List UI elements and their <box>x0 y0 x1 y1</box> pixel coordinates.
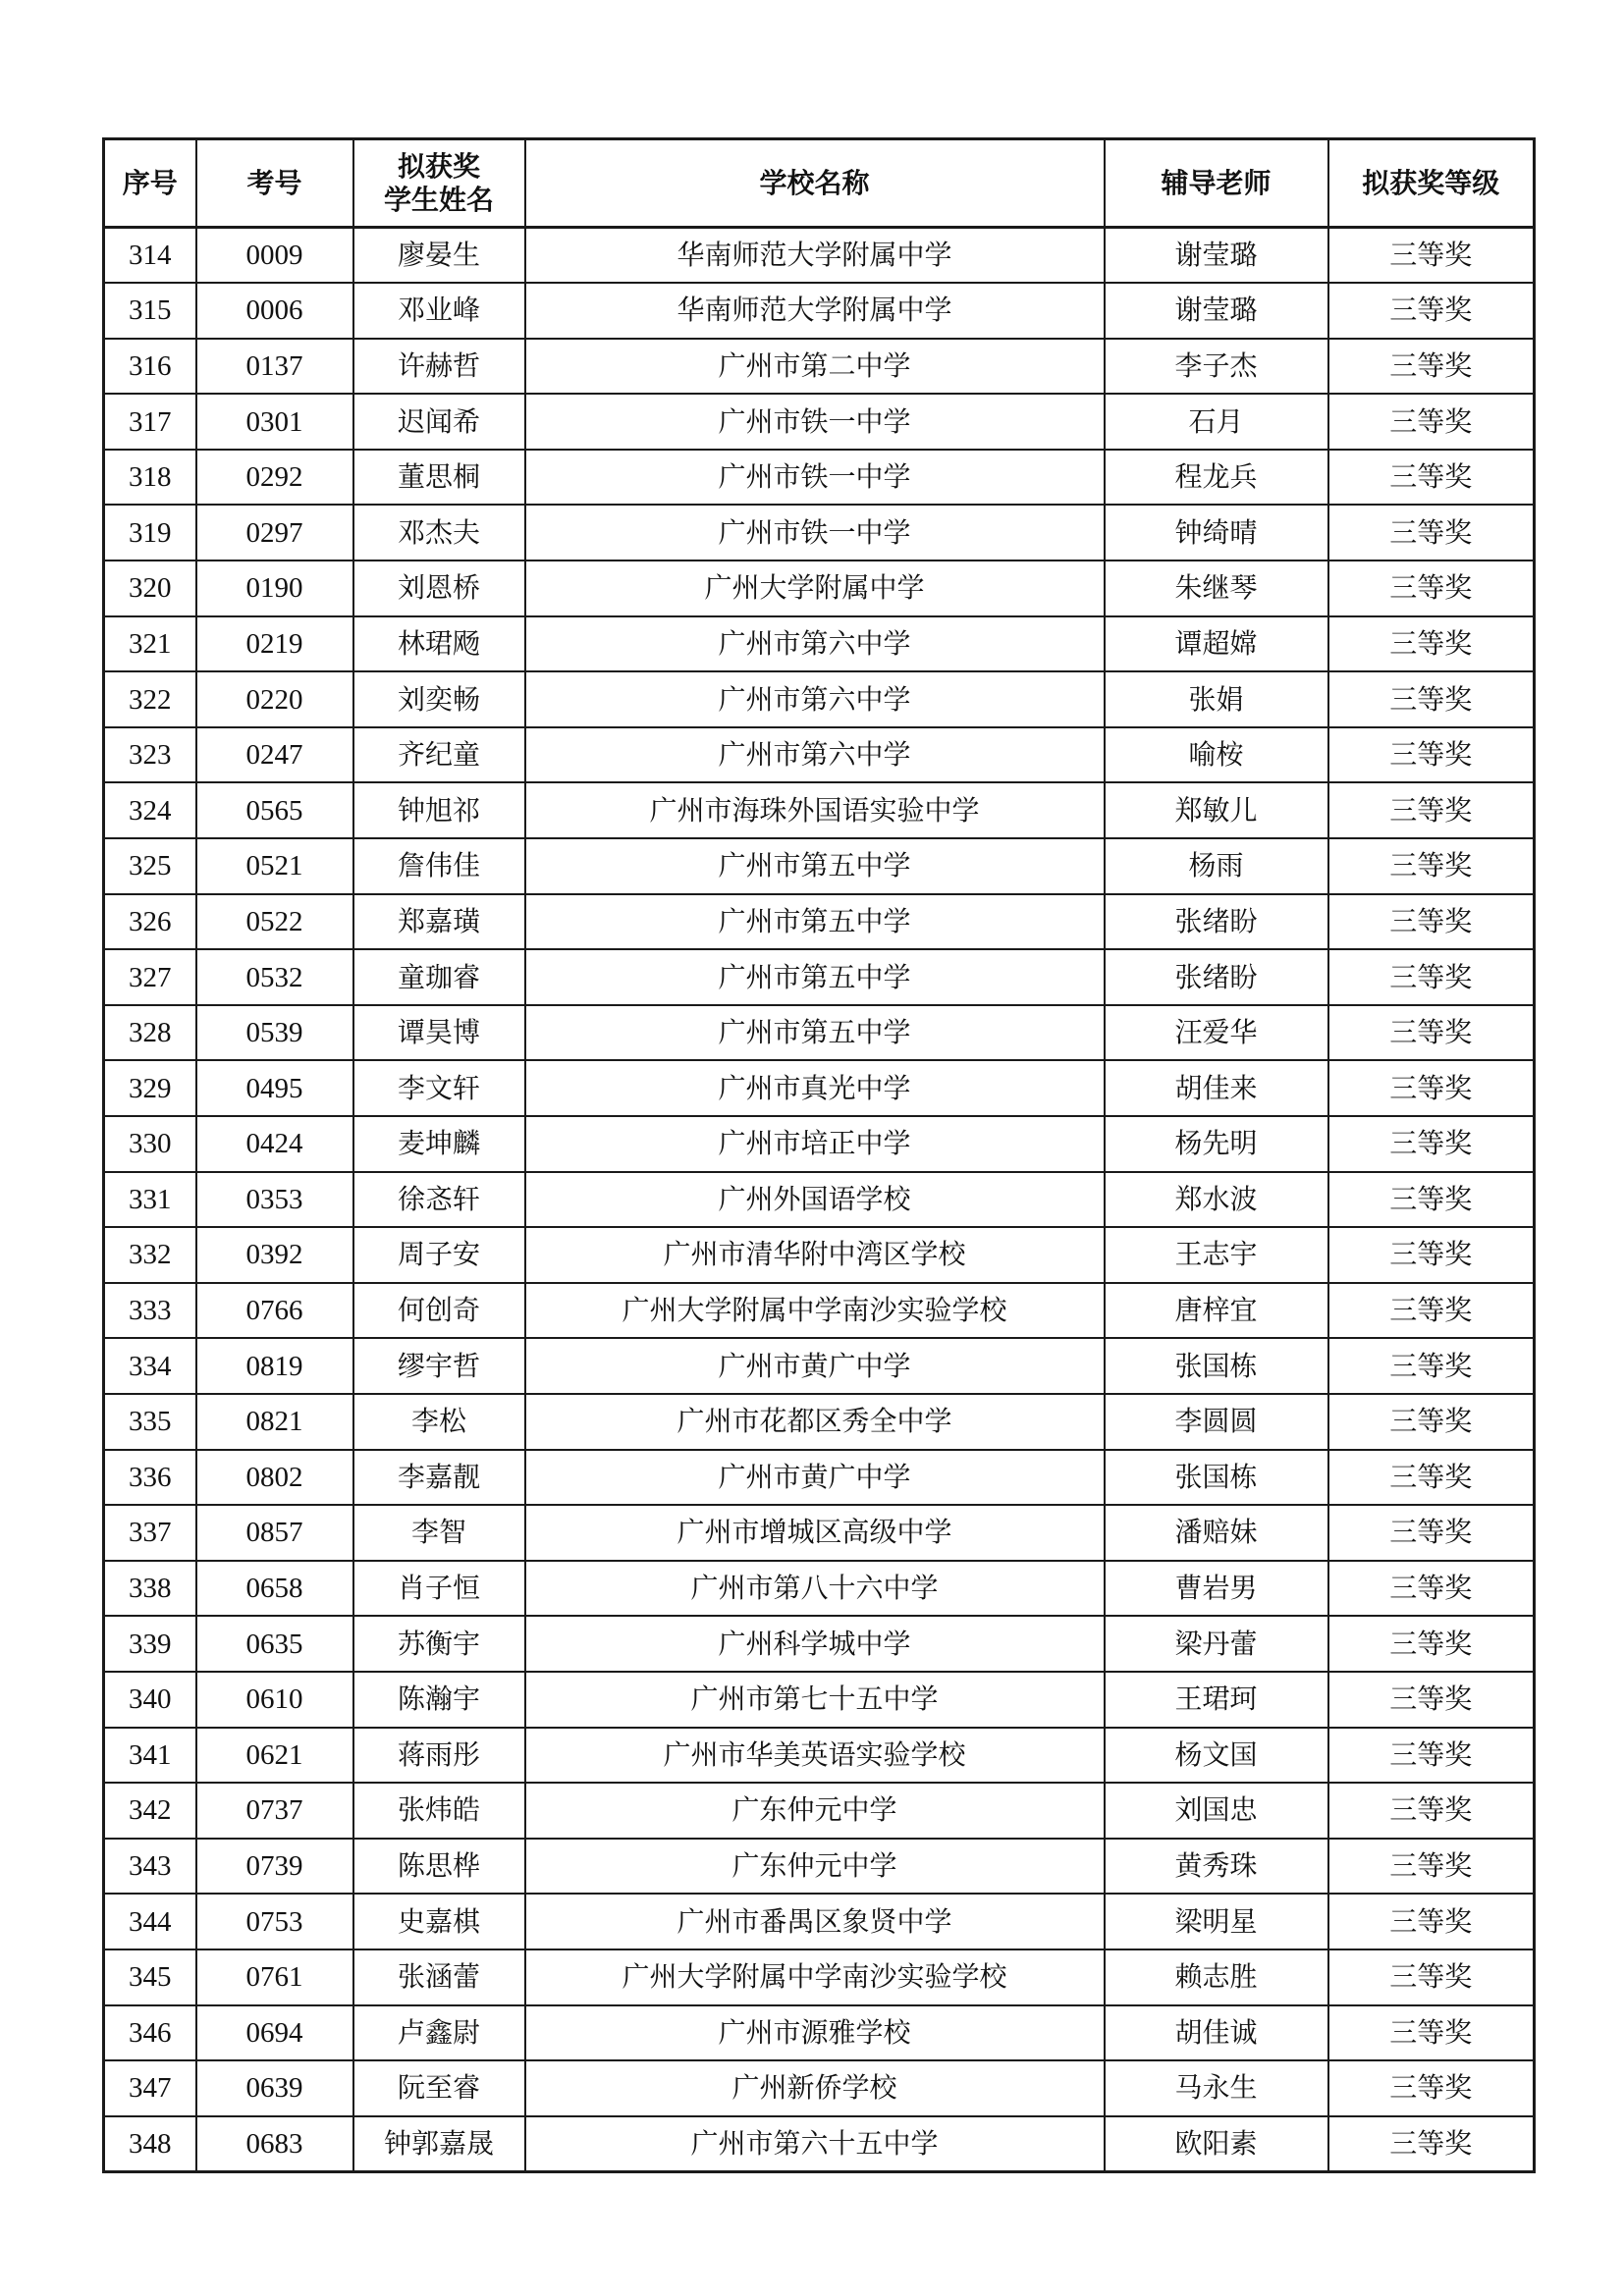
cell-exam-no: 0819 <box>196 1338 353 1394</box>
header-row <box>104 139 1535 228</box>
cell-index: 329 <box>104 1060 196 1116</box>
cell-school: 广州外国语学校 <box>525 1172 1105 1228</box>
cell-award-level: 三等奖 <box>1328 339 1535 395</box>
cell-exam-no: 0297 <box>196 505 353 561</box>
cell-student-name: 谭昊博 <box>353 1005 525 1061</box>
cell-teacher: 赖志胜 <box>1105 1949 1328 2005</box>
table-row <box>104 1450 1535 1506</box>
cell-award-level: 三等奖 <box>1328 2005 1535 2061</box>
cell-award-level: 三等奖 <box>1328 1338 1535 1394</box>
cell-school: 广州市第六中学 <box>525 671 1105 727</box>
cell-index: 326 <box>104 894 196 950</box>
cell-index: 322 <box>104 671 196 727</box>
cell-school: 广州市黄广中学 <box>525 1450 1105 1506</box>
cell-index: 345 <box>104 1949 196 2005</box>
cell-index: 327 <box>104 949 196 1005</box>
header-award-level: 拟获奖等级 <box>1328 139 1535 228</box>
cell-student-name: 肖子恒 <box>353 1561 525 1617</box>
cell-index: 318 <box>104 450 196 506</box>
cell-teacher: 张娟 <box>1105 671 1328 727</box>
cell-teacher: 张国栋 <box>1105 1450 1328 1506</box>
cell-index: 339 <box>104 1616 196 1672</box>
cell-teacher: 胡佳诚 <box>1105 2005 1328 2061</box>
cell-school: 华南师范大学附属中学 <box>525 228 1105 284</box>
cell-exam-no: 0392 <box>196 1227 353 1283</box>
cell-award-level: 三等奖 <box>1328 1839 1535 1895</box>
cell-student-name: 麦坤麟 <box>353 1116 525 1172</box>
cell-school: 广州市黄广中学 <box>525 1338 1105 1394</box>
table-row <box>104 1839 1535 1895</box>
cell-student-name: 张炜皓 <box>353 1783 525 1839</box>
cell-teacher: 梁丹蕾 <box>1105 1616 1328 1672</box>
cell-exam-no: 0639 <box>196 2060 353 2116</box>
cell-teacher: 刘国忠 <box>1105 1783 1328 1839</box>
header-school: 学校名称 <box>525 139 1105 228</box>
cell-award-level: 三等奖 <box>1328 1005 1535 1061</box>
cell-exam-no: 0009 <box>196 228 353 284</box>
cell-award-level: 三等奖 <box>1328 727 1535 783</box>
cell-student-name: 李文轩 <box>353 1060 525 1116</box>
cell-index: 319 <box>104 505 196 561</box>
cell-school: 广州大学附属中学 <box>525 561 1105 616</box>
cell-school: 华南师范大学附属中学 <box>525 283 1105 339</box>
cell-teacher: 黄秀珠 <box>1105 1839 1328 1895</box>
cell-exam-no: 0353 <box>196 1172 353 1228</box>
table-row <box>104 2005 1535 2061</box>
cell-teacher: 钟绮晴 <box>1105 505 1328 561</box>
cell-teacher: 王珺珂 <box>1105 1672 1328 1728</box>
table-row <box>104 1172 1535 1228</box>
cell-teacher: 汪爱华 <box>1105 1005 1328 1061</box>
cell-teacher: 杨先明 <box>1105 1116 1328 1172</box>
table-row <box>104 1616 1535 1672</box>
table-row <box>104 1394 1535 1450</box>
cell-exam-no: 0821 <box>196 1394 353 1450</box>
cell-student-name: 林珺飏 <box>353 616 525 672</box>
cell-award-level: 三等奖 <box>1328 1783 1535 1839</box>
cell-teacher: 朱继琴 <box>1105 561 1328 616</box>
cell-school: 广州市第五中学 <box>525 894 1105 950</box>
cell-exam-no: 0220 <box>196 671 353 727</box>
table-row <box>104 782 1535 838</box>
cell-student-name: 刘恩桥 <box>353 561 525 616</box>
cell-student-name: 董思桐 <box>353 450 525 506</box>
cell-award-level: 三等奖 <box>1328 1894 1535 1949</box>
cell-teacher: 谭超嫦 <box>1105 616 1328 672</box>
cell-award-level: 三等奖 <box>1328 1728 1535 1784</box>
cell-index: 335 <box>104 1394 196 1450</box>
table-row <box>104 727 1535 783</box>
table-row <box>104 450 1535 506</box>
cell-exam-no: 0610 <box>196 1672 353 1728</box>
cell-teacher: 李圆圆 <box>1105 1394 1328 1450</box>
cell-index: 343 <box>104 1839 196 1895</box>
cell-teacher: 梁明星 <box>1105 1894 1328 1949</box>
table-row <box>104 1728 1535 1784</box>
cell-student-name: 钟旭祁 <box>353 782 525 838</box>
cell-teacher: 郑水波 <box>1105 1172 1328 1228</box>
cell-exam-no: 0737 <box>196 1783 353 1839</box>
cell-award-level: 三等奖 <box>1328 1505 1535 1561</box>
cell-exam-no: 0802 <box>196 1450 353 1506</box>
cell-school: 广州市第五中学 <box>525 1005 1105 1061</box>
cell-index: 316 <box>104 339 196 395</box>
cell-award-level: 三等奖 <box>1328 671 1535 727</box>
cell-exam-no: 0521 <box>196 838 353 894</box>
table-row <box>104 1672 1535 1728</box>
cell-teacher: 胡佳来 <box>1105 1060 1328 1116</box>
cell-student-name: 陈思桦 <box>353 1839 525 1895</box>
header-student-name <box>353 139 525 228</box>
header-exam-no: 考号 <box>196 139 353 228</box>
cell-exam-no: 0137 <box>196 339 353 395</box>
cell-school: 广州大学附属中学南沙实验学校 <box>525 1949 1105 2005</box>
cell-school: 广州市第六十五中学 <box>525 2116 1105 2172</box>
table-row <box>104 228 1535 284</box>
cell-index: 337 <box>104 1505 196 1561</box>
cell-school: 广州市第六中学 <box>525 616 1105 672</box>
cell-teacher: 张绪盼 <box>1105 894 1328 950</box>
table-row <box>104 1060 1535 1116</box>
cell-award-level: 三等奖 <box>1328 838 1535 894</box>
cell-index: 323 <box>104 727 196 783</box>
cell-school: 广州市源雅学校 <box>525 2005 1105 2061</box>
cell-student-name: 郑嘉璜 <box>353 894 525 950</box>
cell-school: 广州市培正中学 <box>525 1116 1105 1172</box>
cell-student-name: 张涵蕾 <box>353 1949 525 2005</box>
cell-index: 334 <box>104 1338 196 1394</box>
table-row <box>104 1227 1535 1283</box>
header-index: 序号 <box>104 139 196 228</box>
cell-teacher: 张绪盼 <box>1105 949 1328 1005</box>
cell-student-name: 许赫哲 <box>353 339 525 395</box>
cell-student-name: 阮至睿 <box>353 2060 525 2116</box>
cell-teacher: 马永生 <box>1105 2060 1328 2116</box>
cell-school: 广州新侨学校 <box>525 2060 1105 2116</box>
cell-index: 347 <box>104 2060 196 2116</box>
cell-teacher: 谢莹璐 <box>1105 283 1328 339</box>
cell-index: 315 <box>104 283 196 339</box>
cell-exam-no: 0635 <box>196 1616 353 1672</box>
cell-student-name: 齐纪童 <box>353 727 525 783</box>
cell-teacher: 王志宇 <box>1105 1227 1328 1283</box>
cell-index: 328 <box>104 1005 196 1061</box>
cell-student-name: 苏衡宇 <box>353 1616 525 1672</box>
table-row <box>104 1783 1535 1839</box>
cell-teacher: 曹岩男 <box>1105 1561 1328 1617</box>
cell-exam-no: 0565 <box>196 782 353 838</box>
cell-index: 340 <box>104 1672 196 1728</box>
cell-teacher: 程龙兵 <box>1105 450 1328 506</box>
cell-student-name: 史嘉棋 <box>353 1894 525 1949</box>
cell-teacher: 欧阳素 <box>1105 2116 1328 2172</box>
table-row <box>104 1005 1535 1061</box>
table-row <box>104 1283 1535 1339</box>
cell-teacher: 张国栋 <box>1105 1338 1328 1394</box>
cell-index: 321 <box>104 616 196 672</box>
cell-school: 广州市花都区秀全中学 <box>525 1394 1105 1450</box>
cell-school: 广州市华美英语实验学校 <box>525 1728 1105 1784</box>
cell-award-level: 三等奖 <box>1328 1949 1535 2005</box>
table-row <box>104 838 1535 894</box>
cell-award-level: 三等奖 <box>1328 450 1535 506</box>
cell-award-level: 三等奖 <box>1328 394 1535 450</box>
cell-teacher: 杨雨 <box>1105 838 1328 894</box>
cell-index: 324 <box>104 782 196 838</box>
table-row <box>104 394 1535 450</box>
cell-index: 330 <box>104 1116 196 1172</box>
cell-school: 广州市第五中学 <box>525 838 1105 894</box>
cell-school: 广东仲元中学 <box>525 1839 1105 1895</box>
cell-student-name: 詹伟佳 <box>353 838 525 894</box>
cell-award-level: 三等奖 <box>1328 1172 1535 1228</box>
cell-teacher: 谢莹璐 <box>1105 228 1328 284</box>
cell-school: 广州市铁一中学 <box>525 450 1105 506</box>
table-row <box>104 1505 1535 1561</box>
cell-student-name: 徐忞轩 <box>353 1172 525 1228</box>
cell-exam-no: 0292 <box>196 450 353 506</box>
cell-index: 314 <box>104 228 196 284</box>
cell-student-name: 李智 <box>353 1505 525 1561</box>
cell-award-level: 三等奖 <box>1328 1394 1535 1450</box>
cell-teacher: 郑敏儿 <box>1105 782 1328 838</box>
cell-student-name: 刘奕畅 <box>353 671 525 727</box>
cell-student-name: 廖晏生 <box>353 228 525 284</box>
cell-exam-no: 0694 <box>196 2005 353 2061</box>
cell-award-level: 三等奖 <box>1328 1672 1535 1728</box>
cell-school: 广州市番禺区象贤中学 <box>525 1894 1105 1949</box>
table-row <box>104 671 1535 727</box>
cell-index: 336 <box>104 1450 196 1506</box>
cell-teacher: 李子杰 <box>1105 339 1328 395</box>
cell-award-level: 三等奖 <box>1328 616 1535 672</box>
cell-index: 333 <box>104 1283 196 1339</box>
table-row <box>104 2116 1535 2172</box>
table-header <box>104 139 1535 228</box>
cell-exam-no: 0532 <box>196 949 353 1005</box>
cell-school: 广州市第二中学 <box>525 339 1105 395</box>
cell-index: 331 <box>104 1172 196 1228</box>
cell-exam-no: 0219 <box>196 616 353 672</box>
cell-index: 338 <box>104 1561 196 1617</box>
table-row <box>104 1338 1535 1394</box>
cell-student-name: 蒋雨彤 <box>353 1728 525 1784</box>
cell-exam-no: 0857 <box>196 1505 353 1561</box>
cell-student-name: 周子安 <box>353 1227 525 1283</box>
cell-index: 320 <box>104 561 196 616</box>
cell-school: 广州市第五中学 <box>525 949 1105 1005</box>
table-row <box>104 616 1535 672</box>
cell-award-level: 三等奖 <box>1328 561 1535 616</box>
cell-school: 广州市铁一中学 <box>525 394 1105 450</box>
cell-school: 广州市第六中学 <box>525 727 1105 783</box>
cell-award-level: 三等奖 <box>1328 228 1535 284</box>
cell-exam-no: 0739 <box>196 1839 353 1895</box>
cell-index: 346 <box>104 2005 196 2061</box>
cell-exam-no: 0539 <box>196 1005 353 1061</box>
cell-student-name: 邓业峰 <box>353 283 525 339</box>
cell-student-name: 童珈睿 <box>353 949 525 1005</box>
table-row <box>104 1561 1535 1617</box>
cell-index: 332 <box>104 1227 196 1283</box>
cell-student-name: 卢鑫尉 <box>353 2005 525 2061</box>
cell-student-name: 何创奇 <box>353 1283 525 1339</box>
cell-exam-no: 0761 <box>196 1949 353 2005</box>
cell-exam-no: 0495 <box>196 1060 353 1116</box>
cell-student-name: 缪宇哲 <box>353 1338 525 1394</box>
cell-school: 广州市海珠外国语实验中学 <box>525 782 1105 838</box>
table-row <box>104 1949 1535 2005</box>
cell-exam-no: 0006 <box>196 283 353 339</box>
cell-award-level: 三等奖 <box>1328 782 1535 838</box>
cell-index: 344 <box>104 1894 196 1949</box>
table-row <box>104 2060 1535 2116</box>
cell-award-level: 三等奖 <box>1328 1060 1535 1116</box>
table-row <box>104 949 1535 1005</box>
cell-award-level: 三等奖 <box>1328 1616 1535 1672</box>
cell-exam-no: 0522 <box>196 894 353 950</box>
header-student-name-line2: 学生姓名 <box>383 183 494 216</box>
cell-school: 广州市第八十六中学 <box>525 1561 1105 1617</box>
table-row <box>104 505 1535 561</box>
table-row <box>104 339 1535 395</box>
cell-award-level: 三等奖 <box>1328 505 1535 561</box>
cell-award-level: 三等奖 <box>1328 1116 1535 1172</box>
cell-exam-no: 0190 <box>196 561 353 616</box>
awards-table-container <box>102 137 1533 2173</box>
table-row <box>104 1116 1535 1172</box>
cell-teacher: 喻桉 <box>1105 727 1328 783</box>
cell-index: 341 <box>104 1728 196 1784</box>
table-body <box>104 228 1535 2172</box>
cell-index: 342 <box>104 1783 196 1839</box>
cell-school: 广州市真光中学 <box>525 1060 1105 1116</box>
cell-award-level: 三等奖 <box>1328 894 1535 950</box>
cell-exam-no: 0247 <box>196 727 353 783</box>
cell-exam-no: 0424 <box>196 1116 353 1172</box>
cell-exam-no: 0658 <box>196 1561 353 1617</box>
header-student-name-line1: 拟获奖 <box>397 149 480 183</box>
cell-student-name: 李嘉靓 <box>353 1450 525 1506</box>
cell-school: 广州大学附属中学南沙实验学校 <box>525 1283 1105 1339</box>
cell-school: 广州市增城区高级中学 <box>525 1505 1105 1561</box>
cell-award-level: 三等奖 <box>1328 283 1535 339</box>
cell-award-level: 三等奖 <box>1328 949 1535 1005</box>
awards-table <box>102 137 1536 2173</box>
table-row <box>104 1894 1535 1949</box>
cell-school: 广东仲元中学 <box>525 1783 1105 1839</box>
cell-student-name: 迟闻希 <box>353 394 525 450</box>
cell-exam-no: 0753 <box>196 1894 353 1949</box>
cell-student-name: 李松 <box>353 1394 525 1450</box>
cell-teacher: 潘赔妹 <box>1105 1505 1328 1561</box>
table-row <box>104 894 1535 950</box>
cell-award-level: 三等奖 <box>1328 2116 1535 2172</box>
cell-teacher: 石月 <box>1105 394 1328 450</box>
cell-exam-no: 0301 <box>196 394 353 450</box>
cell-index: 325 <box>104 838 196 894</box>
cell-school: 广州科学城中学 <box>525 1616 1105 1672</box>
cell-teacher: 唐梓宜 <box>1105 1283 1328 1339</box>
cell-school: 广州市铁一中学 <box>525 505 1105 561</box>
cell-exam-no: 0621 <box>196 1728 353 1784</box>
cell-exam-no: 0683 <box>196 2116 353 2172</box>
header-teacher: 辅导老师 <box>1105 139 1328 228</box>
cell-award-level: 三等奖 <box>1328 1450 1535 1506</box>
cell-student-name: 钟郭嘉晟 <box>353 2116 525 2172</box>
cell-award-level: 三等奖 <box>1328 1283 1535 1339</box>
cell-index: 348 <box>104 2116 196 2172</box>
cell-award-level: 三等奖 <box>1328 2060 1535 2116</box>
cell-award-level: 三等奖 <box>1328 1227 1535 1283</box>
cell-school: 广州市第七十五中学 <box>525 1672 1105 1728</box>
cell-student-name: 陈瀚宇 <box>353 1672 525 1728</box>
cell-school: 广州市清华附中湾区学校 <box>525 1227 1105 1283</box>
cell-award-level: 三等奖 <box>1328 1561 1535 1617</box>
cell-student-name: 邓杰夫 <box>353 505 525 561</box>
table-row <box>104 561 1535 616</box>
cell-exam-no: 0766 <box>196 1283 353 1339</box>
cell-teacher: 杨文国 <box>1105 1728 1328 1784</box>
cell-index: 317 <box>104 394 196 450</box>
table-row <box>104 283 1535 339</box>
